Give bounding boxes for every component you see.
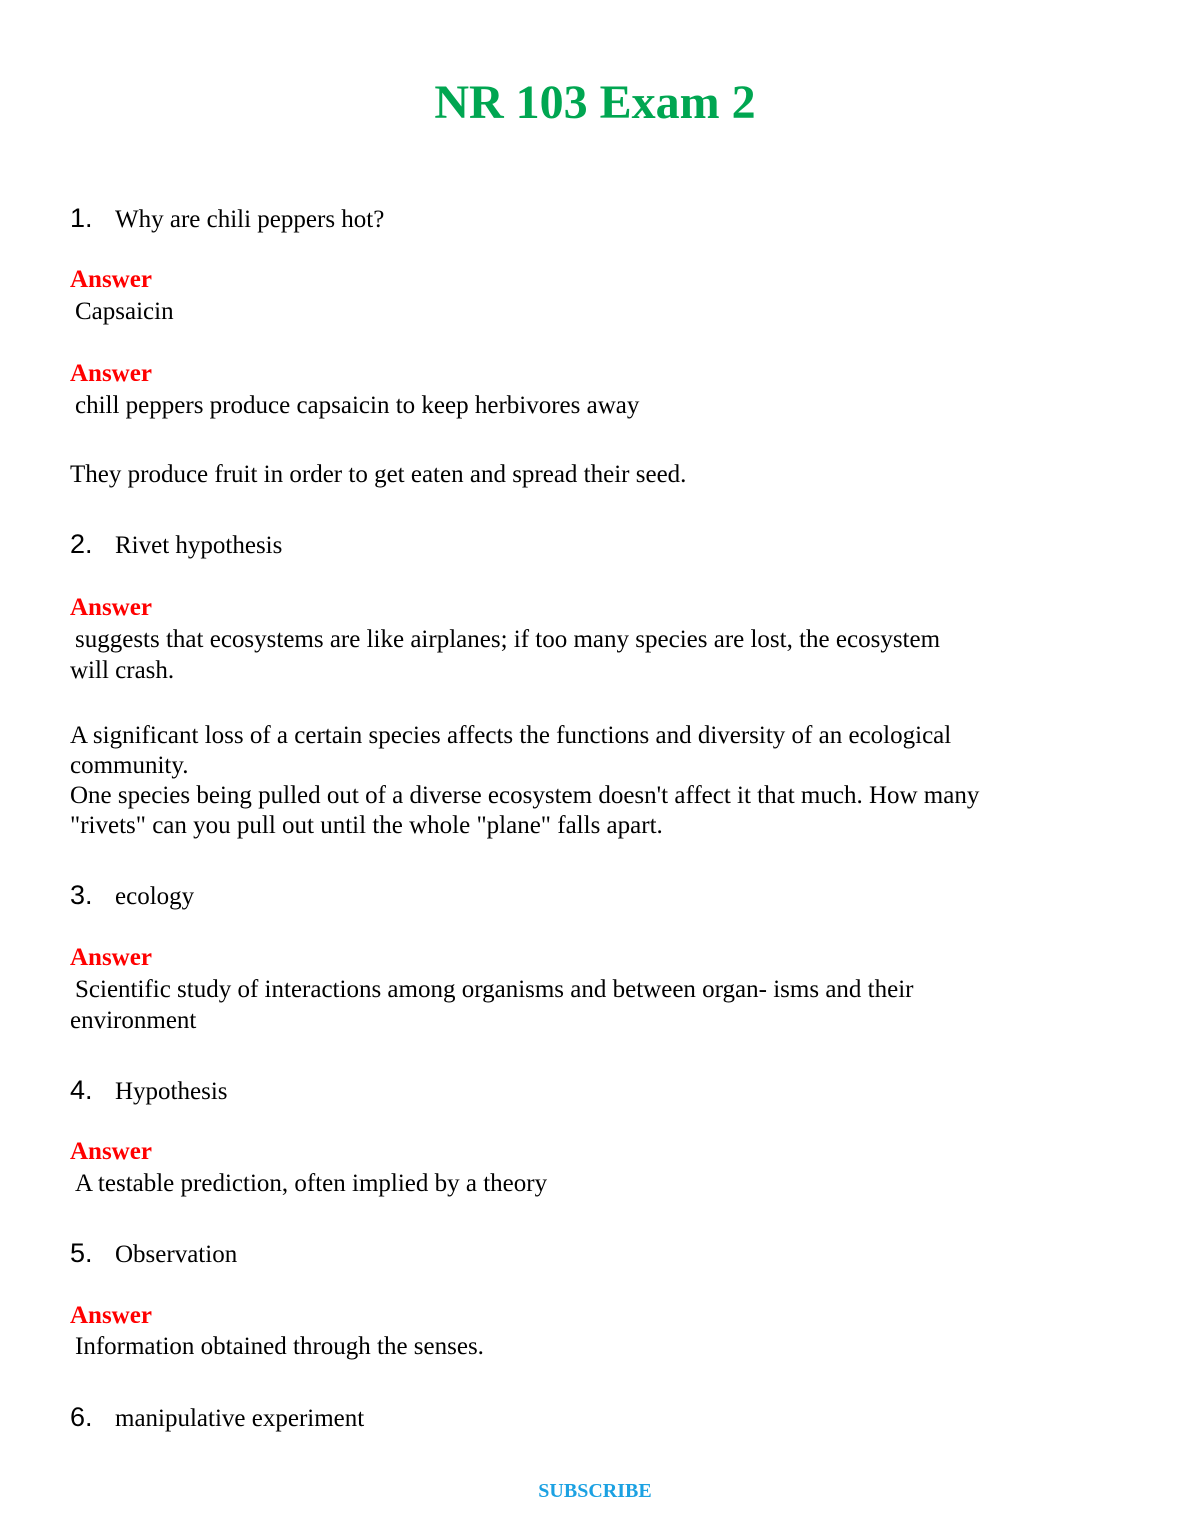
answer-label: Answer bbox=[70, 266, 152, 293]
answer-extra-text: A significant loss of a certain species affects the functions and diversity of an ecological bbox=[70, 722, 952, 749]
question-text: Why are chili peppers hot? bbox=[115, 206, 385, 233]
answer-text: Scientific study of interactions among organisms and between organ- isms and their bbox=[75, 976, 914, 1003]
question-2 bbox=[70, 528, 1070, 562]
question-5 bbox=[70, 1237, 1070, 1271]
page-title: NR 103 Exam 2 bbox=[434, 76, 756, 129]
question-6 bbox=[70, 1401, 1070, 1435]
answer-extra-text: One species being pulled out of a diverse ecosystem doesn't affect it that much. How many bbox=[70, 782, 980, 809]
answer-text: Capsaicin bbox=[75, 298, 174, 325]
question-text: ecology bbox=[115, 883, 195, 910]
answer-label: Answer bbox=[70, 1302, 152, 1329]
question-number: 6. bbox=[70, 1402, 93, 1432]
question-4 bbox=[70, 1074, 1070, 1108]
question-text: manipulative experiment bbox=[115, 1405, 365, 1432]
question-number: 3. bbox=[70, 880, 93, 910]
answer-text: chill peppers produce capsaicin to keep herbivores away bbox=[75, 392, 640, 419]
answer-label: Answer bbox=[70, 360, 152, 387]
question-number: 5. bbox=[70, 1238, 93, 1268]
answer-text: A testable prediction, often implied by a theory bbox=[75, 1170, 548, 1197]
question-number: 4. bbox=[70, 1075, 93, 1105]
subscribe-link[interactable]: SUBSCRIBE bbox=[538, 1480, 652, 1502]
answer-label: Answer bbox=[70, 594, 152, 621]
question-3 bbox=[70, 879, 1070, 913]
answer-extra-text: community. bbox=[70, 752, 189, 779]
question-number: 2. bbox=[70, 529, 93, 559]
question-1 bbox=[70, 202, 1070, 236]
question-number: 1. bbox=[70, 203, 93, 233]
question-text: Observation bbox=[115, 1241, 238, 1268]
answer-text: will crash. bbox=[70, 657, 175, 684]
answer-label: Answer bbox=[70, 1138, 152, 1165]
answer-label: Answer bbox=[70, 944, 152, 971]
answer-text: environment bbox=[70, 1007, 197, 1034]
answer-text: suggests that ecosystems are like airplanes; if too many species are lost, the ecosystem bbox=[75, 626, 941, 653]
answer-extra-text: They produce fruit in order to get eaten and spread their seed. bbox=[70, 461, 687, 488]
question-text: Hypothesis bbox=[115, 1078, 228, 1105]
answer-text: Information obtained through the senses. bbox=[75, 1333, 484, 1360]
question-text: Rivet hypothesis bbox=[115, 532, 283, 559]
answer-extra-text: "rivets" can you pull out until the whole "plane" falls apart. bbox=[70, 812, 663, 839]
